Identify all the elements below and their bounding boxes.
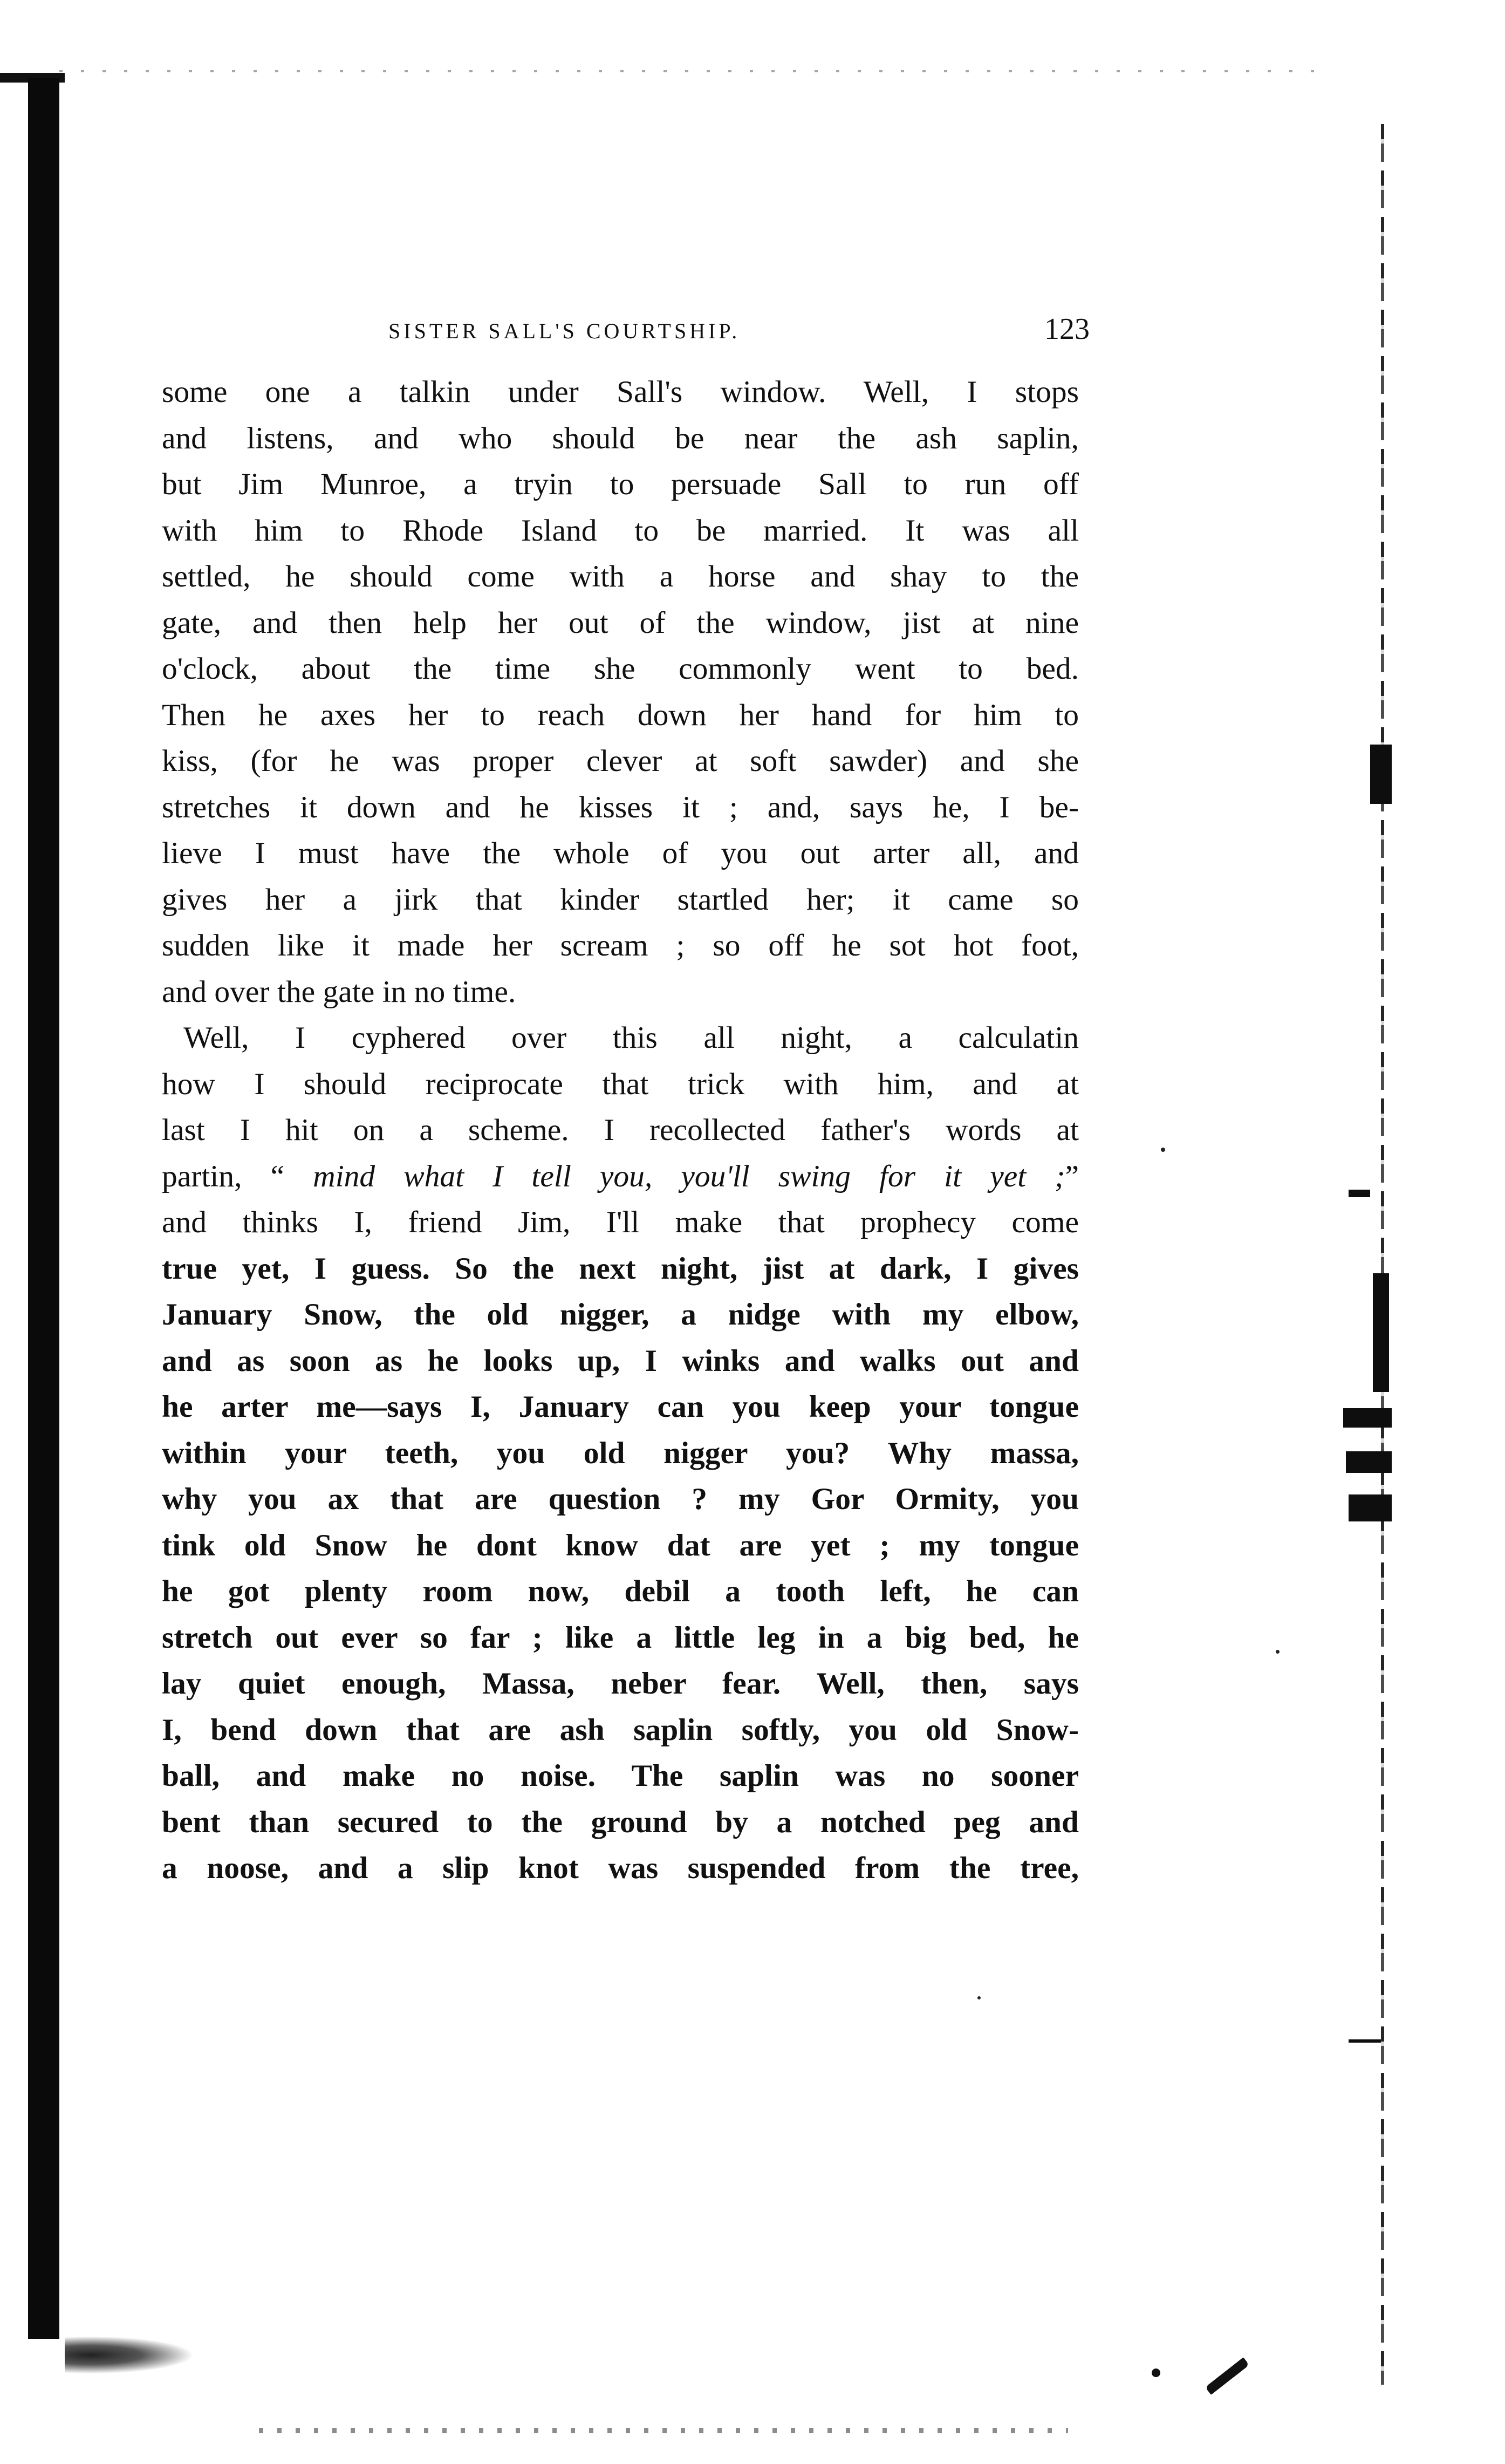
running-title: SISTER SALL'S COURTSHIP. [388, 319, 741, 343]
quote-line [162, 1153, 1079, 1200]
right-edge-ink-3 [1343, 1408, 1392, 1428]
text-line: and thinks I, friend Jim, I'll make that prophecy come [162, 1205, 1079, 1239]
text-line: gives her a jirk that kinder startled her; it came so [162, 882, 1079, 917]
text-line: stretch out ever so far ; like a little leg in a big bed, he [162, 1620, 1079, 1655]
page-top-edge [59, 70, 1327, 72]
text-line: settled, he should come with a horse and shay to the [162, 559, 1079, 593]
text-line: some one a talkin under Sall's window. Well, I stops [162, 375, 1079, 409]
speck-2 [1276, 1650, 1280, 1654]
text-line: o'clock, about the time she commonly went to bed. [162, 652, 1079, 686]
text-line: lay quiet enough, Massa, neber fear. Well, then, says [162, 1667, 1079, 1701]
binding-edge [28, 78, 59, 2339]
text-line: and as soon as he looks up, I winks and walks out and [162, 1343, 1079, 1378]
text-line: and over the gate in no time. [162, 974, 516, 1009]
text-line: Well, I cyphered over this all night, a calculatin [183, 1021, 1079, 1055]
right-edge-ink-5 [1349, 1494, 1392, 1521]
quote-prefix: partin, “ [162, 1159, 313, 1193]
running-header [162, 312, 1090, 361]
text-line: and listens, and who should be near the ash saplin, [162, 421, 1079, 455]
text-line: but Jim Munroe, a tryin to persuade Sall to run off [162, 467, 1079, 501]
text-line: tink old Snow he dont know dat are yet ; my tongue [162, 1528, 1079, 1562]
text-line: true yet, I guess. So the next night, jist at dark, I gives [162, 1251, 1079, 1286]
right-edge-ink-4 [1346, 1451, 1392, 1473]
text-line: last I hit on a scheme. I recollected father's words at [162, 1113, 1079, 1147]
text-line: sudden like it made her scream ; so off he sot hot foot, [162, 929, 1079, 963]
text-line: a noose, and a slip knot was suspended from the tree, [162, 1851, 1079, 1885]
italic-quote: mind what I tell you, you'll swing for it yet ; [313, 1159, 1065, 1193]
text-line: kiss, (for he was proper clever at soft sawder) and she [162, 744, 1079, 778]
text-line: I, bend down that are ash saplin softly, you old Snow- [162, 1712, 1079, 1747]
right-edge-ink-6 [1349, 1190, 1370, 1197]
speck-1 [1161, 1148, 1165, 1152]
paragraph-2 [162, 1015, 1079, 1892]
page-text [162, 312, 1090, 1892]
right-edge-ink-2 [1373, 1273, 1389, 1392]
text-line: Then he axes her to reach down her hand for him to [162, 698, 1079, 732]
text-line: he arter me—says I, January can you keep your tongue [162, 1390, 1079, 1424]
ink-stroke [1205, 2357, 1249, 2395]
text-line: ball, and make no noise. The saplin was no sooner [162, 1759, 1079, 1793]
right-edge-ink-1 [1370, 745, 1392, 804]
text-line: with him to Rhode Island to be married. It was all [162, 513, 1079, 548]
text-line: how I should reciprocate that trick with him, and at [162, 1067, 1079, 1101]
right-edge-ink-7 [1349, 2039, 1381, 2043]
page-right-edge [1381, 124, 1384, 2385]
text-line: bent than secured to the ground by a notched peg and [162, 1805, 1079, 1839]
ink-dot [1152, 2369, 1160, 2377]
binding-bottom-smudge [65, 2336, 194, 2374]
text-line: he got plenty room now, debil a tooth left, he can [162, 1574, 1079, 1608]
text-line: lieve I must have the whole of you out arter all, and [162, 836, 1079, 870]
text-line: within your teeth, you old nigger you? Why massa, [162, 1436, 1079, 1470]
paragraph-1 [162, 369, 1079, 1015]
text-line: why you ax that are question ? my Gor Ormity, you [162, 1482, 1079, 1516]
text-line: January Snow, the old nigger, a nidge with my elbow, [162, 1298, 1079, 1332]
text-line: gate, and then help her out of the window, jist at nine [162, 605, 1079, 640]
quote-suffix: ” [1065, 1159, 1079, 1193]
text-line: stretches it down and he kisses it ; and, says he, I be- [162, 790, 1079, 824]
page-number: 123 [1044, 312, 1090, 346]
page-bottom-edge [259, 2428, 1068, 2433]
speck-3 [977, 1996, 981, 1999]
